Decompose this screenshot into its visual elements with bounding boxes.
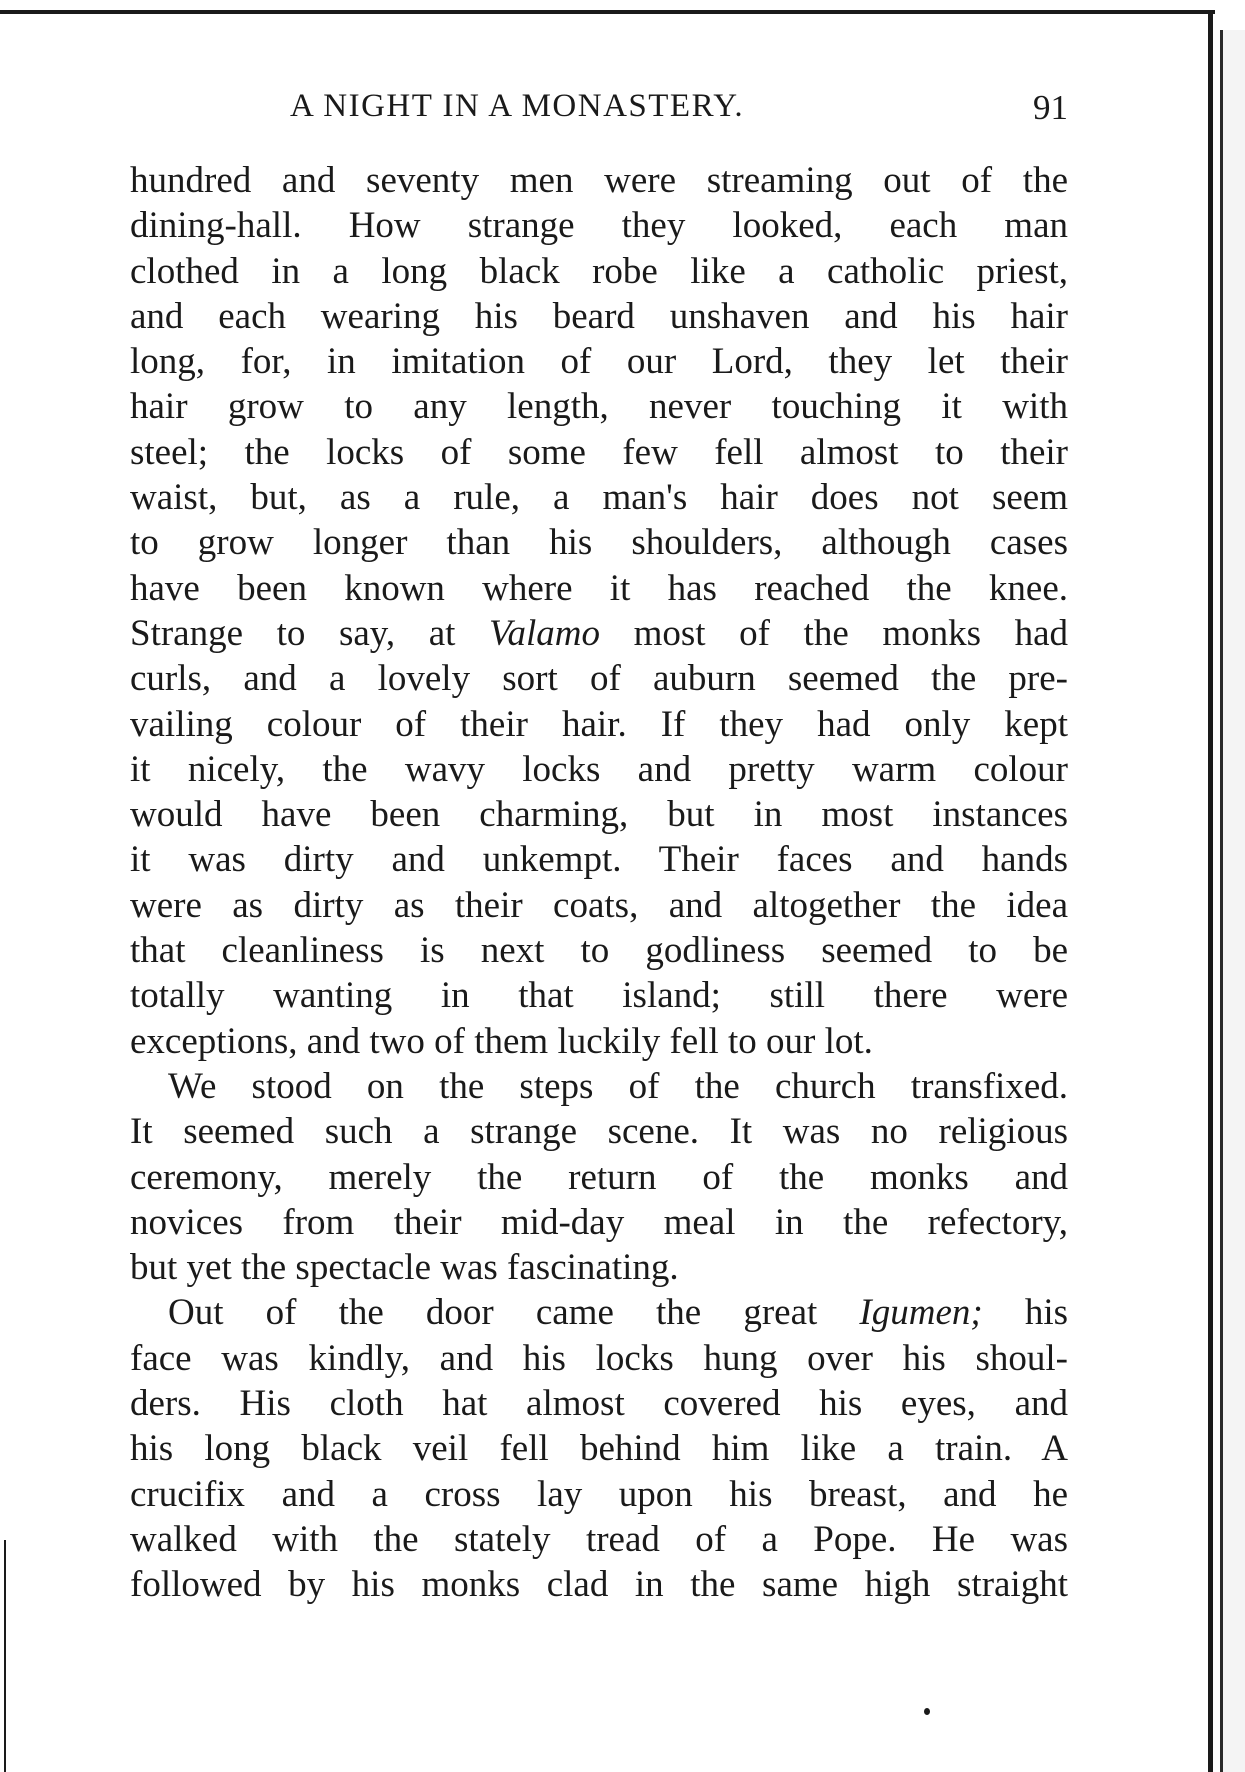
text-line: vailing colour of their hair. If they had only kept bbox=[130, 703, 1068, 745]
running-head bbox=[130, 88, 1068, 138]
text-line: that cleanliness is next to godliness seemed to be bbox=[130, 930, 1068, 972]
text-line-paragraph-end: exceptions, and two of them luckily fell to our lot. bbox=[130, 1020, 873, 1062]
text-line: were as dirty as their coats, and altogether the idea bbox=[130, 884, 1068, 926]
text-line: to grow longer than his shoulders, although cases bbox=[130, 522, 1068, 564]
body-text bbox=[130, 158, 1068, 1608]
text-line: steel; the locks of some few fell almost to their bbox=[130, 431, 1068, 473]
page-number: 91 bbox=[1033, 88, 1068, 127]
text-line-with-italic bbox=[130, 611, 1068, 656]
text-line: novices from their mid-day meal in the refectory, bbox=[130, 1201, 1068, 1243]
text-line: would have been charming, but in most instances bbox=[130, 794, 1068, 836]
text-line: walked with the stately tread of a Pope. He was bbox=[130, 1518, 1068, 1560]
text-line: waist, but, as a rule, a man's hair does not seem bbox=[130, 477, 1068, 519]
text-line: face was kindly, and his locks hung over his shoul- bbox=[130, 1337, 1068, 1379]
text-line: crucifix and a cross lay upon his breast, and he bbox=[130, 1473, 1068, 1515]
right-edge-rule bbox=[1208, 10, 1213, 1772]
text-line: followed by his monks clad in the same high straight bbox=[130, 1564, 1068, 1606]
running-title: A NIGHT IN A MONASTERY. bbox=[290, 88, 745, 124]
page-edge-shadow bbox=[1220, 30, 1245, 1772]
text-line: curls, and a lovely sort of auburn seemed the pre- bbox=[130, 658, 1068, 700]
left-margin-mark bbox=[4, 1540, 6, 1772]
text-fragment: Strange to say, at bbox=[130, 612, 456, 654]
text-line: his long black veil fell behind him like a train. A bbox=[130, 1428, 1068, 1470]
text-line: clothed in a long black robe like a catholic priest, bbox=[130, 250, 1068, 292]
italic-name-valamo: Valamo bbox=[489, 612, 601, 654]
text-line: it was dirty and unkempt. Their faces and hands bbox=[130, 839, 1068, 881]
text-line: have been known where it has reached the knee. bbox=[130, 567, 1068, 609]
ink-dot bbox=[924, 1708, 930, 1715]
text-fragment: his bbox=[1024, 1292, 1069, 1334]
text-line: ceremony, merely the return of the monks and bbox=[130, 1156, 1068, 1198]
text-line-with-italic bbox=[130, 1290, 1068, 1335]
text-line-paragraph-start: We stood on the steps of the church transfixed. bbox=[168, 1065, 1068, 1107]
text-line: totally wanting in that island; still there were bbox=[130, 975, 1068, 1017]
text-line: ders. His cloth hat almost covered his eyes, and bbox=[130, 1383, 1068, 1425]
text-line: hundred and seventy men were streaming out of the bbox=[130, 160, 1068, 201]
text-line: and each wearing his beard unshaven and his hair bbox=[130, 295, 1068, 337]
top-edge-rule bbox=[0, 10, 1215, 14]
text-line: dining-hall. How strange they looked, each man bbox=[130, 205, 1068, 247]
text-fragment: most of the monks had bbox=[633, 612, 1069, 654]
text-line: it nicely, the wavy locks and pretty warm colour bbox=[130, 748, 1068, 790]
text-fragment: Out of the door came the great bbox=[168, 1292, 818, 1334]
text-line: It seemed such a strange scene. It was no religious bbox=[130, 1111, 1068, 1153]
italic-title-igumen: Igumen; bbox=[859, 1292, 983, 1334]
text-line: hair grow to any length, never touching it with bbox=[130, 386, 1068, 428]
text-line-paragraph-end: but yet the spectacle was fascinating. bbox=[130, 1247, 679, 1289]
text-line: long, for, in imitation of our Lord, they let their bbox=[130, 341, 1068, 383]
